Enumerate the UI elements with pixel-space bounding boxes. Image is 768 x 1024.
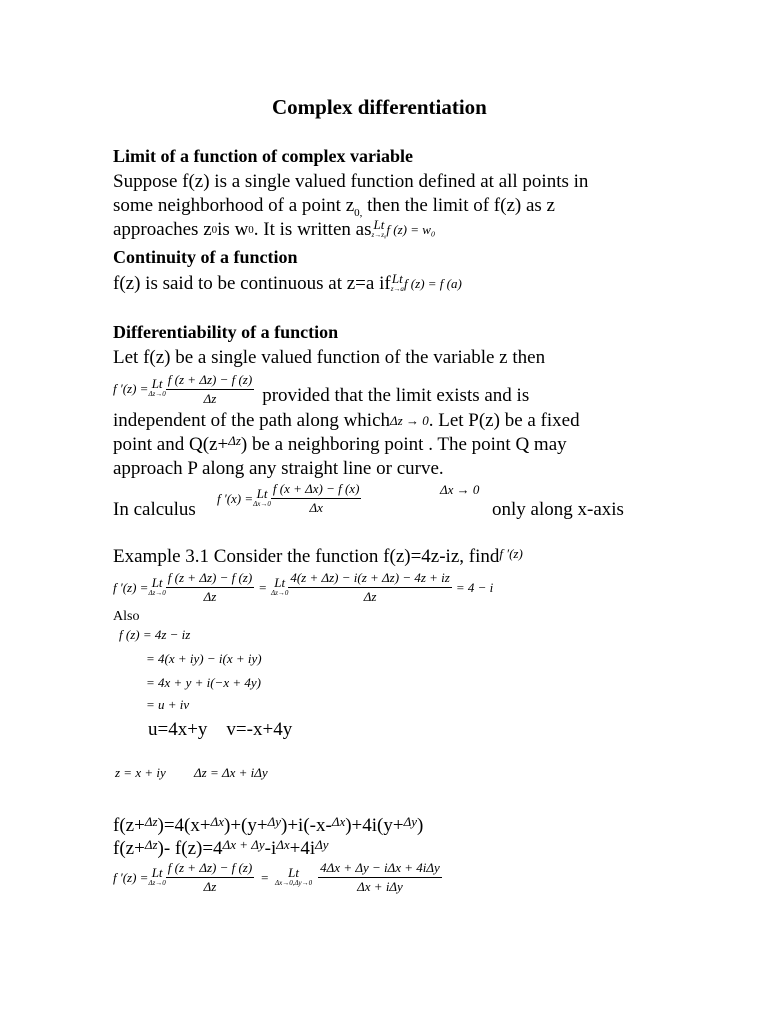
fz-increment-line: f(z+ Δz )=4(x+ Δx )+(y+ Δy )+i(-x- Δx )+4i(y+ Δy ) xyxy=(113,814,424,836)
calc-tail: only along x-axis xyxy=(492,499,624,520)
fraction: $\frac{f (z + \Delta z) - f (z)}{\Delta z}$ xyxy=(167,371,253,406)
dz-definition: Δz = Δx + iΔy xyxy=(194,765,268,780)
step-1: f (z) = 4z − iz xyxy=(119,627,191,642)
fz-difference-line: f(z+ Δz )- f(z)=4 Δx + Δy -i Δx +4i Δy xyxy=(113,837,329,859)
page-title: Complex differentiation xyxy=(272,95,487,119)
derivative-definition: f ′(z) = Lt Δz→0 $\frac{f (z + \Delta z) - f (z)}{\Delta z}$ provided that the limit exists and is xyxy=(113,371,530,406)
sec3-line5: approach P along any straight line or curve. xyxy=(113,458,444,479)
calc-dx: Δx → 0 xyxy=(440,482,480,497)
heading-limit: Limit of a function of complex variable xyxy=(113,146,413,166)
fraction: $\frac{f (z + \Delta z) - f (z)}{\Delta z}$ xyxy=(167,860,253,894)
limit-expression: f (z) = w₀ xyxy=(386,222,436,237)
uv-line: u=4x+y v=-x+4y xyxy=(148,719,293,740)
step-3: = 4x + y + i(−x + 4y) xyxy=(146,675,261,690)
sec1-line1: Suppose f(z) is a single valued function defined at all points in xyxy=(113,171,589,192)
fraction: $\frac{\text{4Δx + Δy − iΔx + 4iΔy}}{\text{Δx + iΔy}}$ xyxy=(320,860,440,894)
fraction: $\frac{4(z + \Delta z) - i(z + \Delta z) - 4z + iz}{\Delta z}$ xyxy=(290,570,450,604)
heading-differentiability: Differentiability of a function xyxy=(113,322,339,342)
limit-expression: f (z) = f (a) xyxy=(403,276,462,291)
heading-continuity: Continuity of a function xyxy=(113,247,298,267)
also-label: Also xyxy=(113,609,140,624)
sec1-line3: approaches z 0 is w 0 . It is written as Lt z→z₀ f (z) = w₀ xyxy=(113,217,436,240)
final-derivative: f ′(z) = Lt Δz→0 $\frac{f (z + \Delta z) - f (z)}{\Delta z}$ = Lt Δx→0,Δy→0 $\frac{\text{4Δx + Δy − iΔx + 4iΔy}}{\text{Δx + iΔy}}$ xyxy=(113,860,440,894)
sec1-line2: some neighborhood of a point $z_{0,}$ then the limit of f(z) as z xyxy=(113,195,555,219)
calc-label: In calculus xyxy=(113,499,196,520)
z-definition: z = x + iy xyxy=(115,765,166,780)
sec3-line1: Let f(z) be a single valued function of the variable z then xyxy=(113,347,546,368)
fraction: $\frac{f (x + \Delta x) - f (x)}{\Delta x}$ xyxy=(272,481,360,515)
example-derivative: f ′(z) = Lt Δz→0 $\frac{f (z + \Delta z) - f (z)}{\Delta z}$ = Lt Δz→0 $\frac{4(z + \Delta z) - i(z + \Delta z) - 4z + iz}{\Delta z}$ = 4 − i xyxy=(113,570,494,604)
sec3-line3: independent of the path along which Δz → 0 . Let P(z) be a fixed xyxy=(113,410,580,431)
sec3-line4: point and Q(z+ Δz ) be a neighboring point . The point Q may xyxy=(113,433,567,455)
limit-operator: Lt z→a xyxy=(390,271,404,293)
fraction: $\frac{f (z + \Delta z) - f (z)}{\Delta z}$ xyxy=(167,570,253,604)
step-4: = u + iv xyxy=(146,697,190,712)
limit-operator: Lt z→z₀ xyxy=(371,217,387,239)
example-line1: Example 3.1 Consider the function f(z)=4z-iz, find f ′(z) xyxy=(113,546,523,567)
calculus-derivative: f ′(x) = Lt Δx→0 $\frac{f (x + \Delta x) - f (x)}{\Delta x}$ xyxy=(217,481,360,515)
sec2-line1: f(z) is said to be continuous at z=a if Lt z→a f (z) = f (a) xyxy=(113,271,462,294)
step-2: = 4(x + iy) − i(x + iy) xyxy=(146,651,262,666)
